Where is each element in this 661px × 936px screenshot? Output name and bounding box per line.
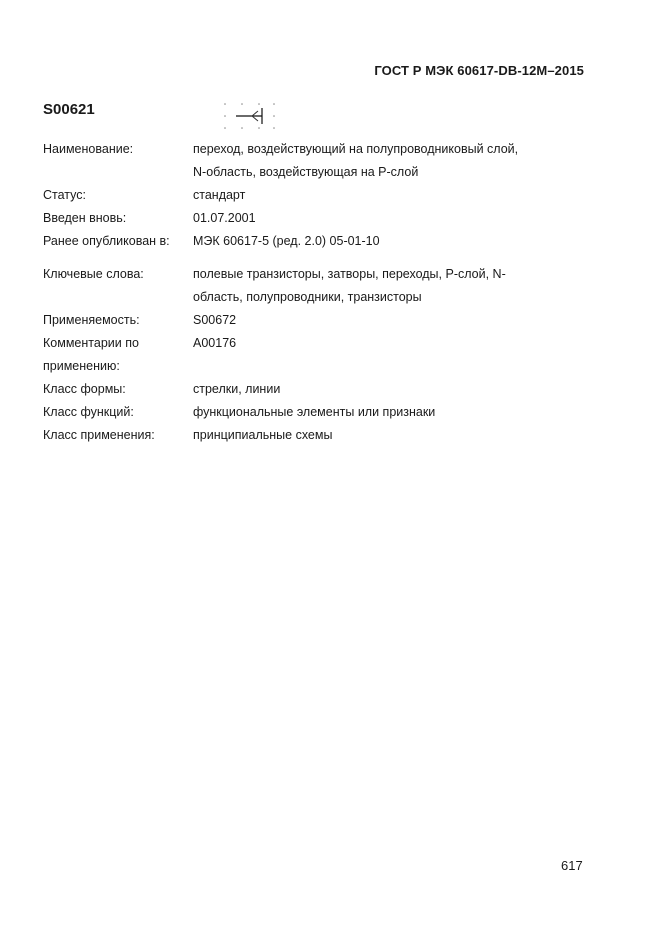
field-label: Класс формы: (43, 382, 126, 396)
field-value: A00176 (193, 336, 237, 350)
field-value: переход, воздействующий на полупроводниковый слой, N-область, воздействующая на Р-слой (193, 142, 519, 179)
field-value: 01.07.2001 (193, 211, 256, 225)
field-label: Статус: (43, 188, 86, 202)
pn-junction-gate-symbol-icon (222, 101, 278, 131)
field-label: Ключевые слова: (43, 267, 144, 281)
field-label: Введен вновь: (43, 211, 127, 225)
symbol-code: S00621 (43, 101, 95, 118)
field-label: Наименование: (43, 142, 134, 156)
field-value: полевые транзисторы, затворы, переходы, Р-слой, N- область, полупроводники, транзисторы (193, 267, 506, 304)
field-label: Применяемость: (43, 313, 140, 327)
field-label: Комментарии по применению: (43, 336, 139, 373)
field-value: МЭК 60617-5 (ред. 2.0) 05-01-10 (193, 234, 380, 248)
standard-header: ГОСТ Р МЭК 60617-DB-12M–2015 (374, 63, 584, 78)
field-label: Класс применения: (43, 428, 155, 442)
field-value: S00672 (193, 313, 237, 327)
field-value: стрелки, линии (193, 382, 281, 396)
field-value: функциональные элементы или признаки (193, 405, 436, 419)
field-value: стандарт (193, 188, 246, 202)
page-number: 617 (561, 858, 583, 873)
field-value: принципиальные схемы (193, 428, 333, 442)
field-label: Ранее опубликован в: (43, 234, 170, 248)
field-label: Класс функций: (43, 405, 134, 419)
